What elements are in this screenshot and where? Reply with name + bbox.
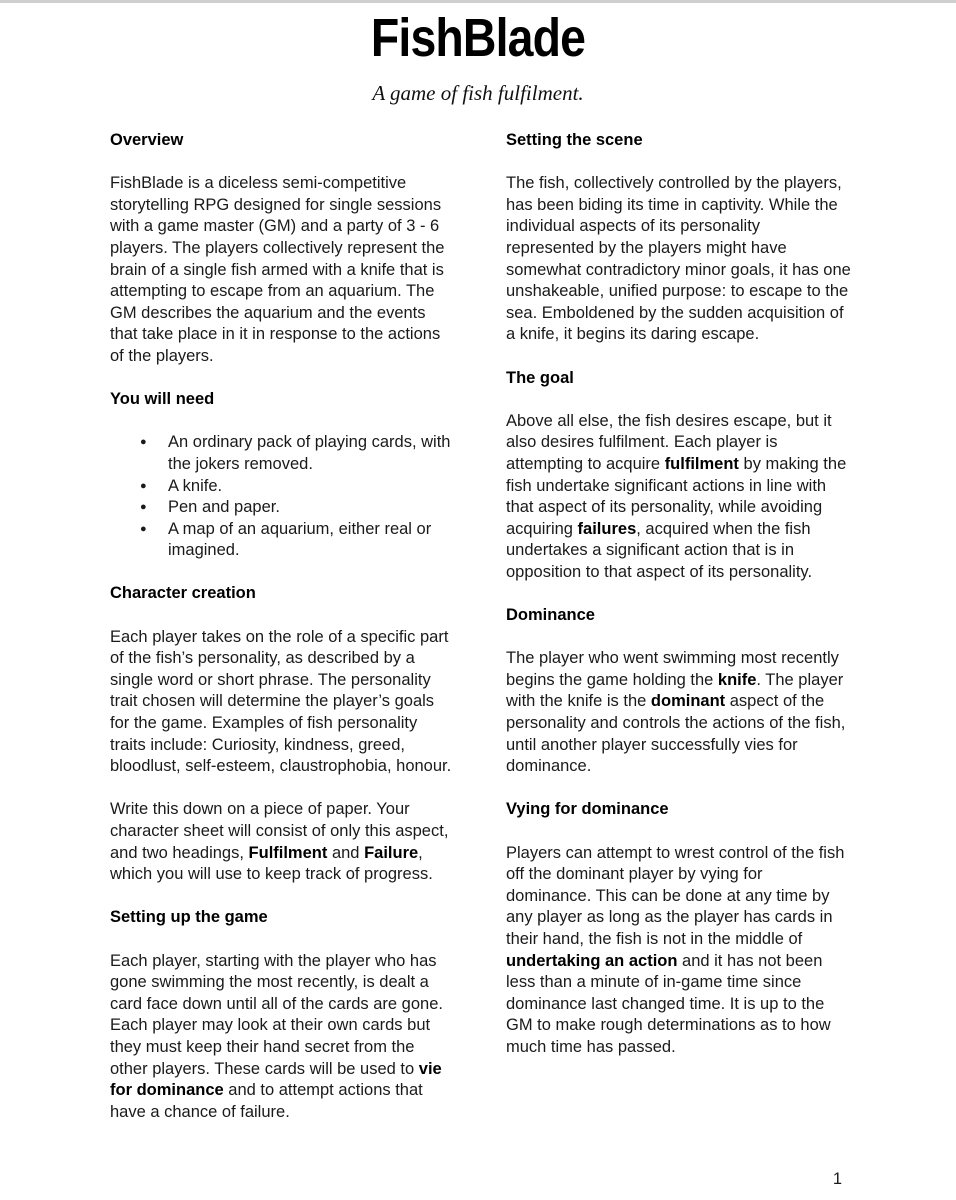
top-border <box>0 0 956 3</box>
dominance-paragraph: The player who went swimming most recently begins the game holding the knife. The player with the knife is the dominant aspect of the personality and controls the actions of the fish, until another player successfully vies for dominance. <box>506 649 846 776</box>
right-column <box>506 130 851 1080</box>
list-item: ● A knife. <box>168 476 455 498</box>
section-heading-character-creation: Character creation <box>110 584 256 603</box>
list-item: ● Pen and paper. <box>168 497 455 519</box>
scene-paragraph: The fish, collectively controlled by the players, has been biding its time in captivity. While the individual aspects of its personality represented by the players might have somewhat contradictory minor goals, it has one unshakeable, unified purpose: to escape to the sea. Emboldened by the sudden acquisition of a knife, it begins its daring escape. <box>506 174 851 344</box>
vying-paragraph: Players can attempt to wrest control of the fish off the dominant player by vying for dominance. This can be done at any time by any player as long as the player has cards in their hand, the fish is not in the middle of undertaking an action and it has not been less than a minute of in-game time since dominance last changed time. It is up to the GM to make rough determinations as to how much time has passed. <box>506 843 845 1056</box>
list-item: ● A map of an aquarium, either real or imagined. <box>168 519 455 562</box>
goal-paragraph: Above all else, the fish desires escape, but it also desires fulfilment. Each player is attempting to acquire fulfilment by making the fish undertake significant actions in line with that aspect of its personality, while avoiding acquiring failures, acquired when the fish undertakes a significant action that is in opposition to that aspect of its personality. <box>506 411 847 581</box>
list-item: ● An ordinary pack of playing cards, with the jokers removed. <box>168 432 455 475</box>
needs-list <box>110 432 455 562</box>
document-subtitle: A game of fish fulfilment. <box>372 81 584 105</box>
document-title: FishBlade <box>370 8 586 68</box>
overview-paragraph: FishBlade is a diceless semi-competitive storytelling RPG designed for single sessions with a game master (GM) and a party of 3 - 6 players. The players collectively represent the brain of a single fish armed with a knife that is attempting to escape from an aquarium. The GM describes the aquarium and the events that take place in it in response to the actions of the players. <box>110 174 445 365</box>
character-creation-paragraph-2: Write this down on a piece of paper. Your character sheet will consist of only this aspect, and two headings, Fulfilment and Failure, which you will use to keep track of progress. <box>110 800 449 884</box>
section-heading-setting-the-scene: Setting the scene <box>506 131 643 149</box>
setting-up-paragraph: Each player, starting with the player who has gone swimming the most recently, is dealt a card face down until all of the cards are gone. Each player may look at their own cards but they must keep their hand secret from the other players. These cards will be used to vie for dominance and to attempt actions that have a chance of failure. <box>110 951 443 1121</box>
section-heading-setting-up: Setting up the game <box>110 908 268 927</box>
character-creation-paragraph-1: Each player takes on the role of a specific part of the fish’s personality, as described by a single word or short phrase. The personality trait chosen will determine the player’s goals for the game. Examples of fish personality traits include: Curiosity, kindness, greed, bloodlust, self-esteem, claustrophobia, honour. <box>110 627 452 776</box>
section-heading-you-will-need: You will need <box>110 390 215 409</box>
section-heading-vying: Vying for dominance <box>506 800 669 819</box>
page-number: 1 <box>832 1170 842 1188</box>
section-heading-dominance: Dominance <box>506 606 595 625</box>
left-column <box>110 130 455 1145</box>
section-heading-the-goal: The goal <box>506 368 574 387</box>
section-heading-overview: Overview <box>110 131 184 149</box>
